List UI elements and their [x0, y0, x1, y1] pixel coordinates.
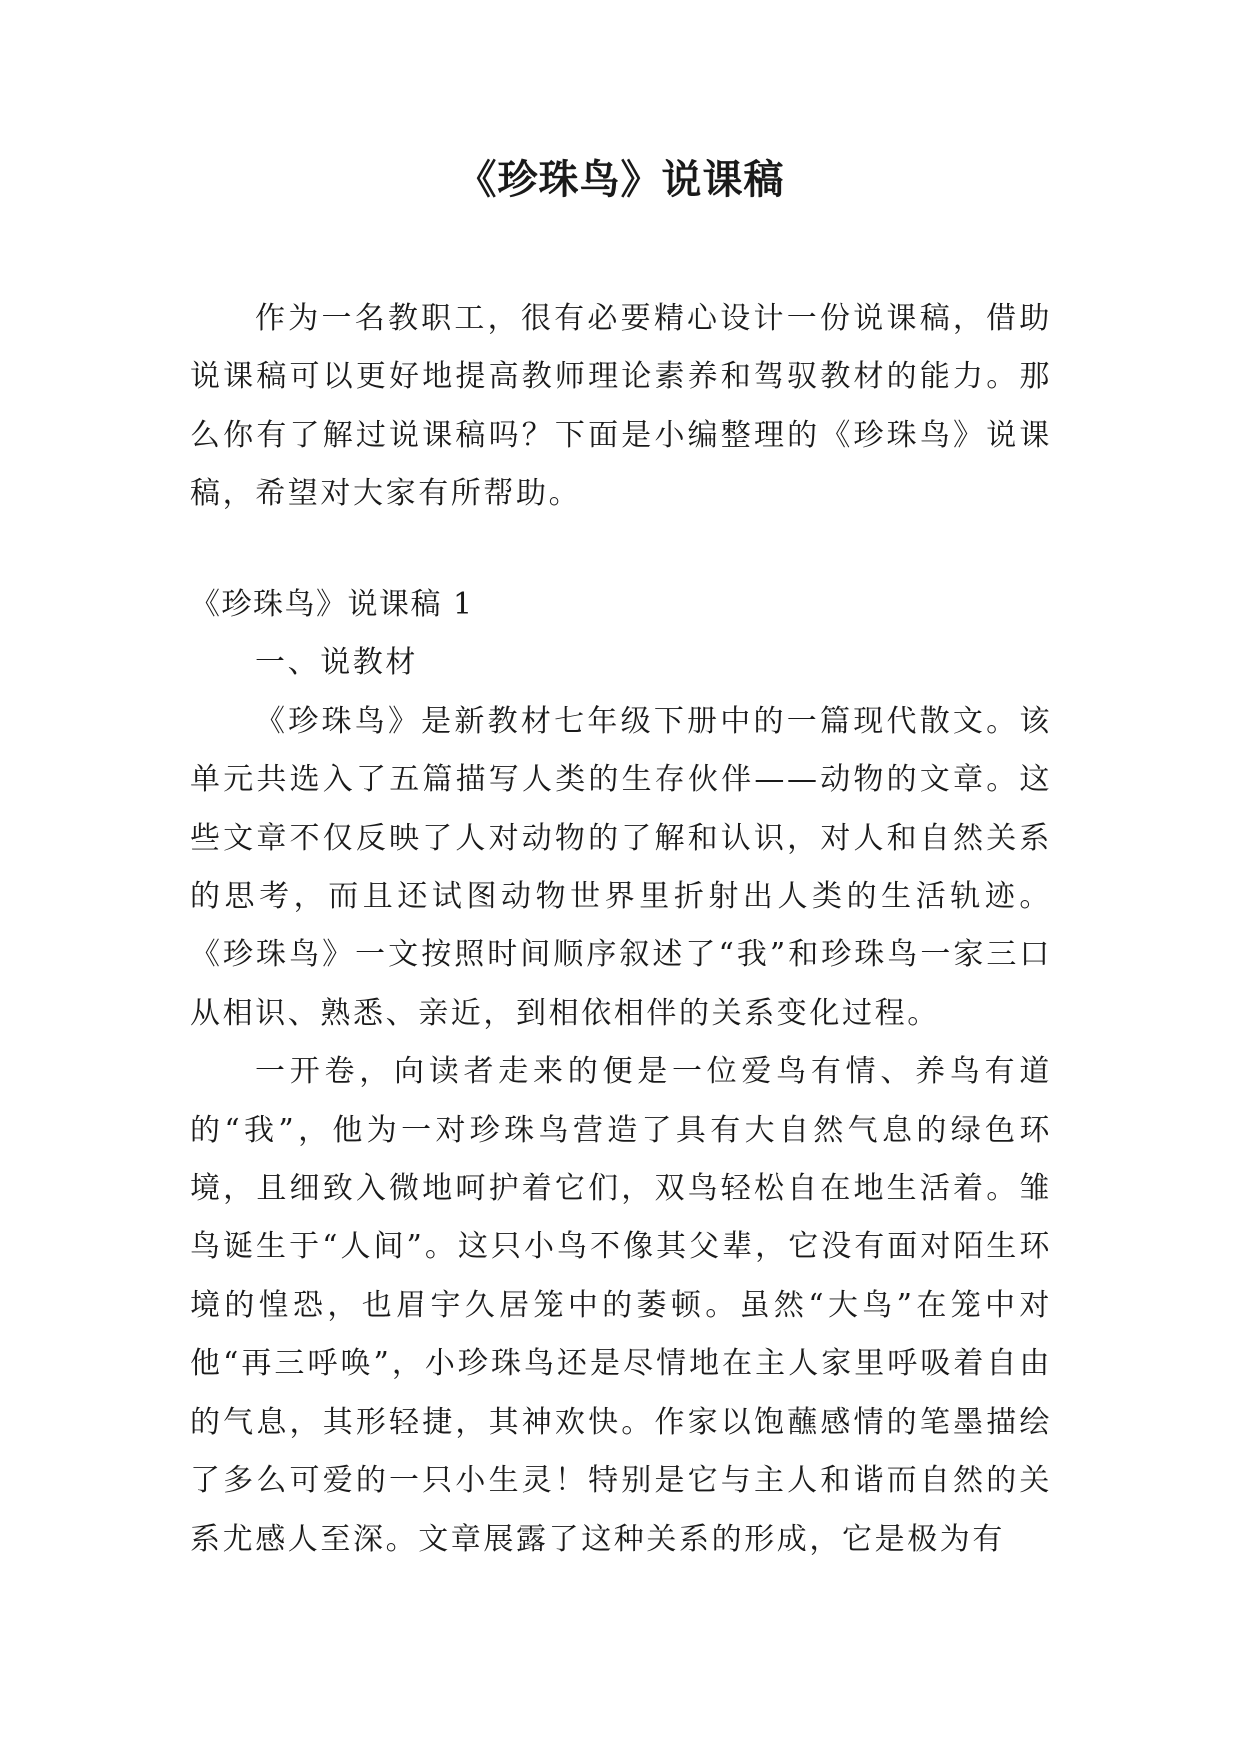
body-paragraph-2: 一开卷，向读者走来的便是一位爱鸟有情、养鸟有道的“我”，他为一对珍珠鸟营造了具有大自然气息的绿色环境，且细致入微地呵护着它们，双鸟轻松自在地生活着。雏鸟诞生于“人间”。这只小鸟不像其父辈，它没有面对陌生环境的惶恐，也眉宇久居笼中的萎顿。虽然“大鸟”在笼中对他“再三呼唤”，小珍珠鸟还是尽情地在主人家里呼吸着自由的气息，其形轻捷，其神欢快。作家以饱蘸感情的笔墨描绘了多么可爱的一只小生灵！特别是它与主人和谐而自然的关系尤感人至深。文章展露了这种关系的形成，它是极为有 [190, 1054, 1052, 1557]
body-paragraph-1: 《珍珠鸟》是新教材七年级下册中的一篇现代散文。该单元共选入了五篇描写人类的生存伙伴——动物的文章。这些文章不仅反映了人对动物的了解和认识，对人和自然关系的思考，而且还试图动物世界里折射出人类的生活轨迹。《珍珠鸟》一文按照时间顺序叙述了“我”和珍珠鸟一家三口从相识、熟悉、亲近，到相依相伴的关系变化过程。 [190, 703, 1052, 1031]
section-block [190, 576, 1052, 1569]
section-heading: 一、说教材 [255, 645, 418, 681]
document-title: 《珍珠鸟》说课稿 [456, 156, 785, 203]
section-title: 《珍珠鸟》说课稿 1 [190, 587, 474, 622]
intro-paragraph: 作为一名教职工，很有必要精心设计一份说课稿，借助说课稿可以更好地提高教师理论素养和驾驭教材的能力。那么你有了解过说课稿吗？下面是小编整理的《珍珠鸟》说课稿，希望对大家有所帮助。 [190, 301, 1052, 512]
intro-block [190, 290, 1052, 524]
